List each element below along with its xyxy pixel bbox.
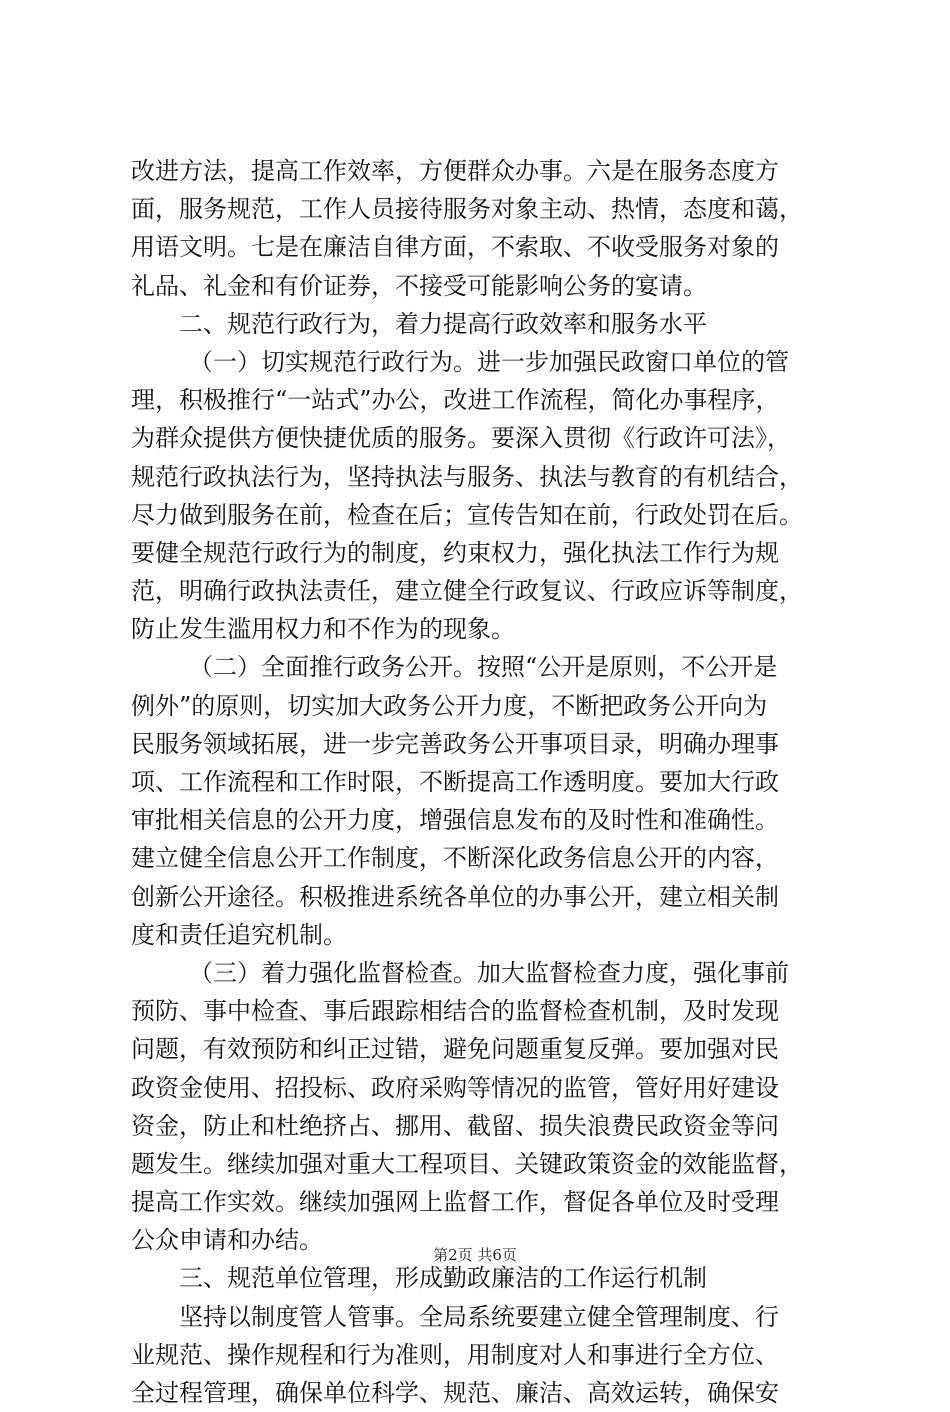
- text-line: 民服务领域拓展，进一步完善政务公开事项目录，明确办理事: [131, 729, 779, 758]
- text-line: （二）全面推行政务公开。按照“公开是原则，不公开是: [189, 653, 778, 682]
- text-line: 全过程管理，确保单位科学、规范、廉洁、高效运转，确保安: [131, 1379, 779, 1407]
- text-line: 防止发生滥用权力和不作为的现象。: [131, 615, 515, 644]
- text-line: 建立健全信息公开工作制度，不断深化政务信息公开的内容，: [131, 844, 779, 873]
- text-line: 为群众提供方便快捷优质的服务。要深入贯彻《行政许可法》，: [131, 424, 791, 453]
- text-line: 用语文明。七是在廉洁自律方面，不索取、不收受服务对象的: [131, 233, 779, 262]
- text-line: 三、规范单位管理，形成勤政廉洁的工作运行机制: [179, 1264, 707, 1293]
- text-line: 政资金使用、招投标、政府采购等情况的监管，管好用好建设: [131, 1073, 779, 1102]
- text-line: 例外”的原则，切实加大政务公开力度，不断把政务公开向为: [131, 691, 768, 720]
- text-line: 提高工作实效。继续加强网上监督工作，督促各单位及时受理: [131, 1188, 779, 1217]
- text-line: 面，服务规范，工作人员接待服务对象主动、热情，态度和蔼，: [131, 195, 803, 224]
- text-line: 改进方法，提高工作效率，方便群众办事。六是在服务态度方: [131, 157, 779, 185]
- text-line: 范，明确行政执法责任，建立健全行政复议、行政应诉等制度，: [131, 577, 803, 606]
- text-line: 预防、事中检查、事后跟踪相结合的监督检查机制，及时发现: [131, 997, 779, 1026]
- text-line: 理，积极推行“一站式”办公，改进工作流程，简化办事程序，: [131, 386, 780, 415]
- text-line: 资金，防止和杜绝挤占、挪用、截留、损失浪费民政资金等问: [131, 1111, 779, 1140]
- text-line: 项、工作流程和工作时限，不断提高工作透明度。要加大行政: [131, 768, 779, 796]
- text-line: 要健全规范行政行为的制度，约束权力，强化执法工作行为规: [131, 538, 779, 567]
- page-footer: 第2页 共6页: [433, 1246, 517, 1264]
- text-line: 业规范、操作规程和行为准则，用制度对人和事进行全方位、: [131, 1340, 779, 1369]
- text-line: 审批相关信息的公开力度，增强信息发布的及时性和准确性。: [131, 806, 779, 835]
- text-line: 公众申请和办结。: [131, 1226, 323, 1255]
- text-line: 二、规范行政行为，着力提高行政效率和服务水平: [179, 309, 707, 338]
- body-text: [131, 152, 831, 1412]
- text-line: 尽力做到服务在前，检查在后；宣传告知在前，行政处罚在后。: [131, 500, 803, 529]
- text-line: 规范行政执法行为，坚持执法与服务、执法与教育的有机结合，: [131, 462, 803, 491]
- text-line: 题发生。继续加强对重大工程项目、关键政策资金的效能监督，: [131, 1149, 803, 1178]
- text-line: 坚持以制度管人管事。全局系统要建立健全管理制度、行: [179, 1302, 779, 1331]
- text-line: 创新公开途径。积极推进系统各单位的办事公开，建立相关制: [131, 882, 779, 911]
- text-line: 礼品、礼金和有价证券，不接受可能影响公务的宴请。: [131, 271, 707, 300]
- text-line: （一）切实规范行政行为。进一步加强民政窗口单位的管: [189, 347, 789, 376]
- text-line: 度和责任追究机制。: [131, 920, 347, 949]
- text-line: 问题，有效预防和纠正过错，避免问题重复反弹。要加强对民: [131, 1035, 779, 1064]
- text-line: （三）着力强化监督检查。加大监督检查力度，强化事前: [189, 958, 789, 987]
